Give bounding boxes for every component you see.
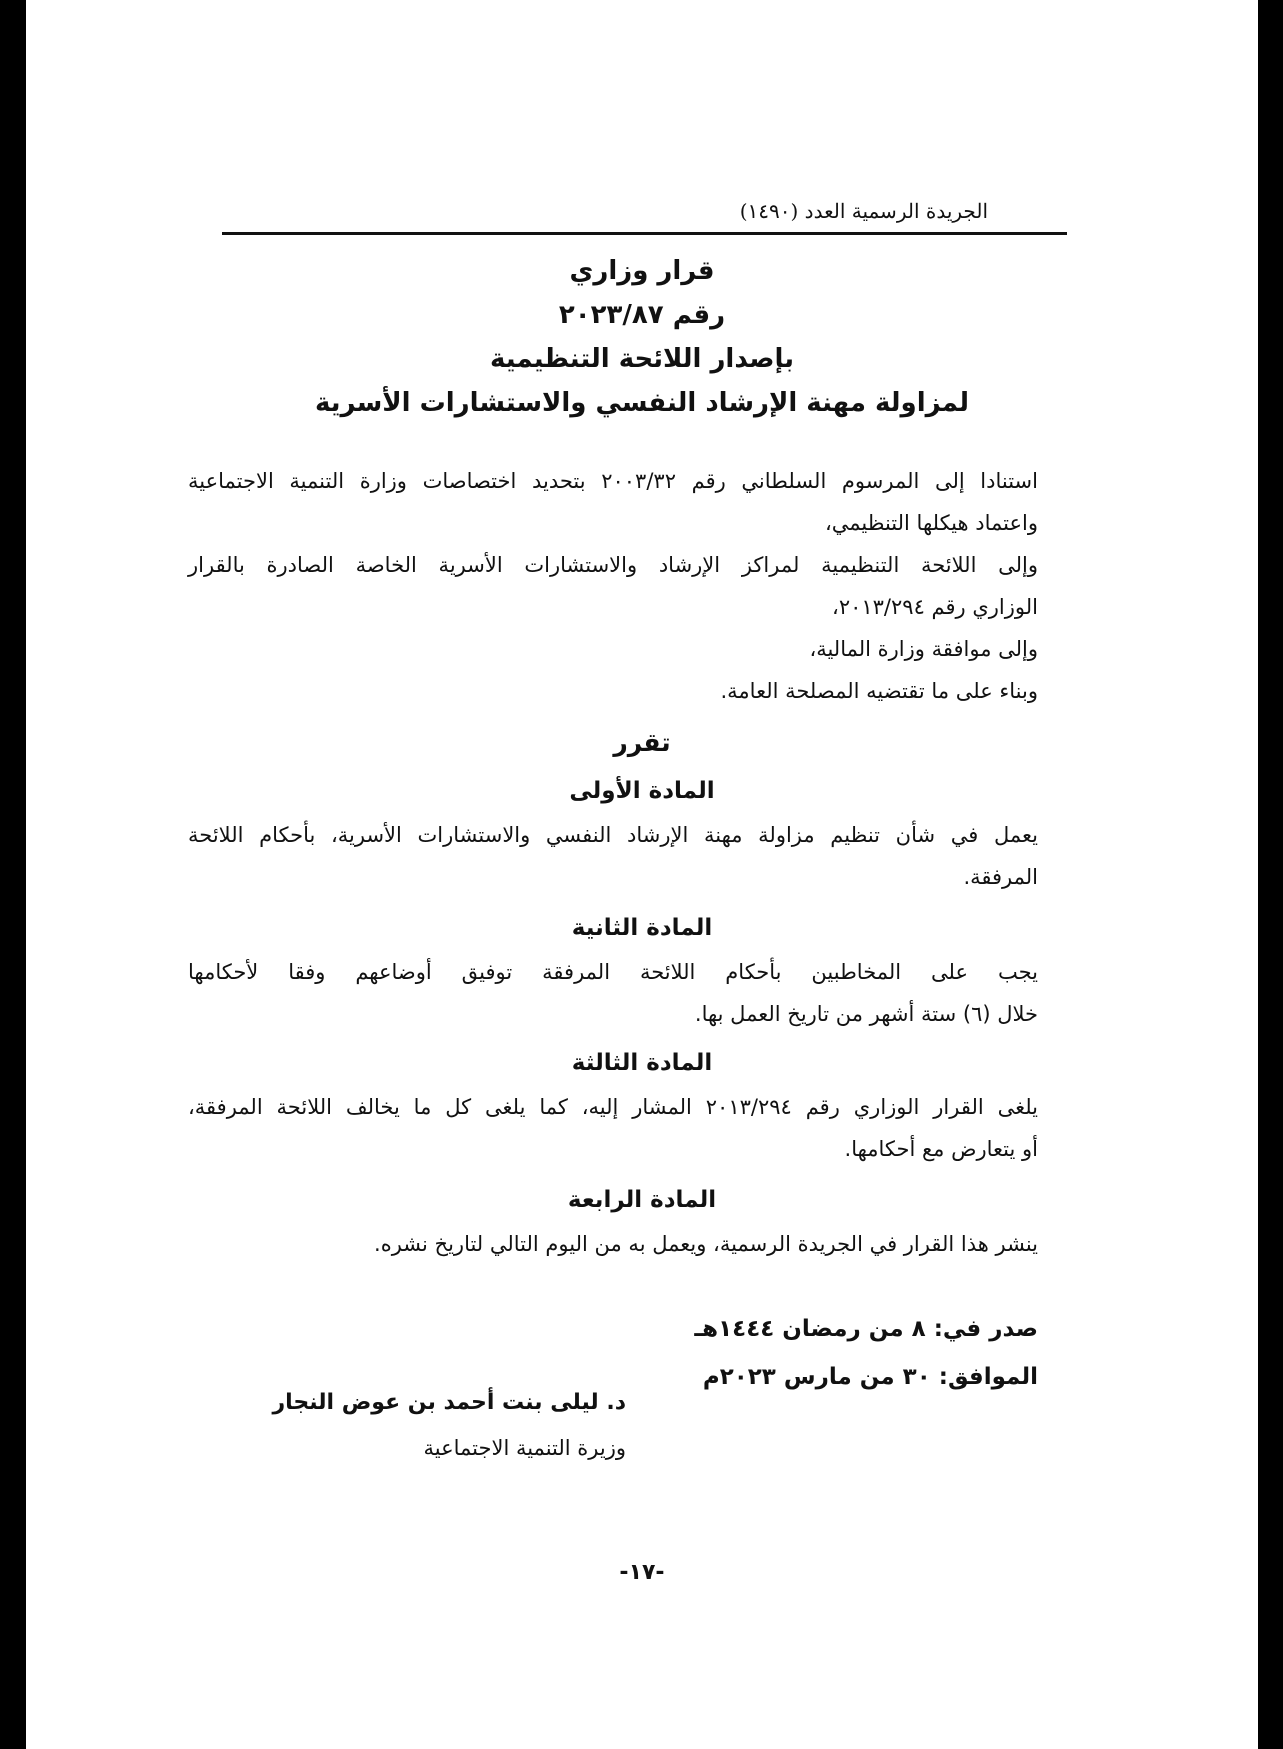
issue-date-gregorian: الموافق: ٣٠ من مارس ٢٠٢٣م bbox=[702, 1364, 1038, 1390]
page-content bbox=[26, 0, 1258, 1749]
preamble-line: استنادا إلى المرسوم السلطاني رقم ٢٠٠٣/٣٢ بتحديد اختصاصات وزارة التنمية الاجتماعية bbox=[188, 469, 1038, 493]
article-1-text: المرفقة. bbox=[963, 865, 1038, 889]
article-4-heading: المادة الرابعة bbox=[567, 1187, 717, 1213]
decision-type: قرار وزاري bbox=[569, 256, 715, 286]
article-1-text: يعمل في شأن تنظيم مزاولة مهنة الإرشاد النفسي والاستشارات الأسرية، بأحكام اللائحة bbox=[188, 823, 1038, 847]
running-header: الجريدة الرسمية العدد (١٤٩٠) bbox=[739, 199, 988, 223]
article-4-text: ينشر هذا القرار في الجريدة الرسمية، ويعمل به من اليوم التالي لتاريخ نشره. bbox=[374, 1232, 1038, 1256]
signatory-title: وزيرة التنمية الاجتماعية bbox=[423, 1436, 626, 1460]
document-page bbox=[26, 0, 1258, 1749]
signatory-name: د. ليلى بنت أحمد بن عوض النجار bbox=[272, 1390, 626, 1415]
article-3-text: يلغى القرار الوزاري رقم ٢٠١٣/٢٩٤ المشار إليه، كما يلغى كل ما يخالف اللائحة المرفقة، bbox=[188, 1095, 1039, 1119]
preamble-line: وبناء على ما تقتضيه المصلحة العامة. bbox=[720, 679, 1038, 703]
decision-subject-continued: لمزاولة مهنة الإرشاد النفسي والاستشارات الأسرية bbox=[315, 388, 969, 418]
preamble-line: وإلى اللائحة التنظيمية لمراكز الإرشاد والاستشارات الأسرية الخاصة الصادرة بالقرار bbox=[188, 553, 1038, 577]
decides-heading: تقرر bbox=[613, 728, 671, 757]
article-1-heading: المادة الأولى bbox=[569, 778, 715, 804]
preamble-line: الوزاري رقم ٢٠١٣/٢٩٤، bbox=[832, 595, 1038, 619]
preamble-line: وإلى موافقة وزارة المالية، bbox=[809, 637, 1038, 661]
article-2-text: خلال (٦) ستة أشهر من تاريخ العمل بها. bbox=[694, 1002, 1038, 1026]
decision-subject: بإصدار اللائحة التنظيمية bbox=[490, 344, 794, 374]
decision-number: رقم ٢٠٢٣/٨٧ bbox=[558, 300, 726, 330]
article-2-heading: المادة الثانية bbox=[571, 915, 713, 941]
article-3-heading: المادة الثالثة bbox=[571, 1050, 713, 1076]
preamble-line: واعتماد هيكلها التنظيمي، bbox=[824, 511, 1038, 535]
header-rule bbox=[222, 232, 1067, 235]
page-number: -١٧- bbox=[619, 1560, 665, 1585]
article-3-text: أو يتعارض مع أحكامها. bbox=[844, 1137, 1038, 1161]
issue-date-hijri: صدر في: ٨ من رمضان ١٤٤٤هـ bbox=[694, 1316, 1038, 1342]
article-2-text: يجب على المخاطبين بأحكام اللائحة المرفقة توفيق أوضاعهم وفقا لأحكامها bbox=[188, 960, 1038, 984]
